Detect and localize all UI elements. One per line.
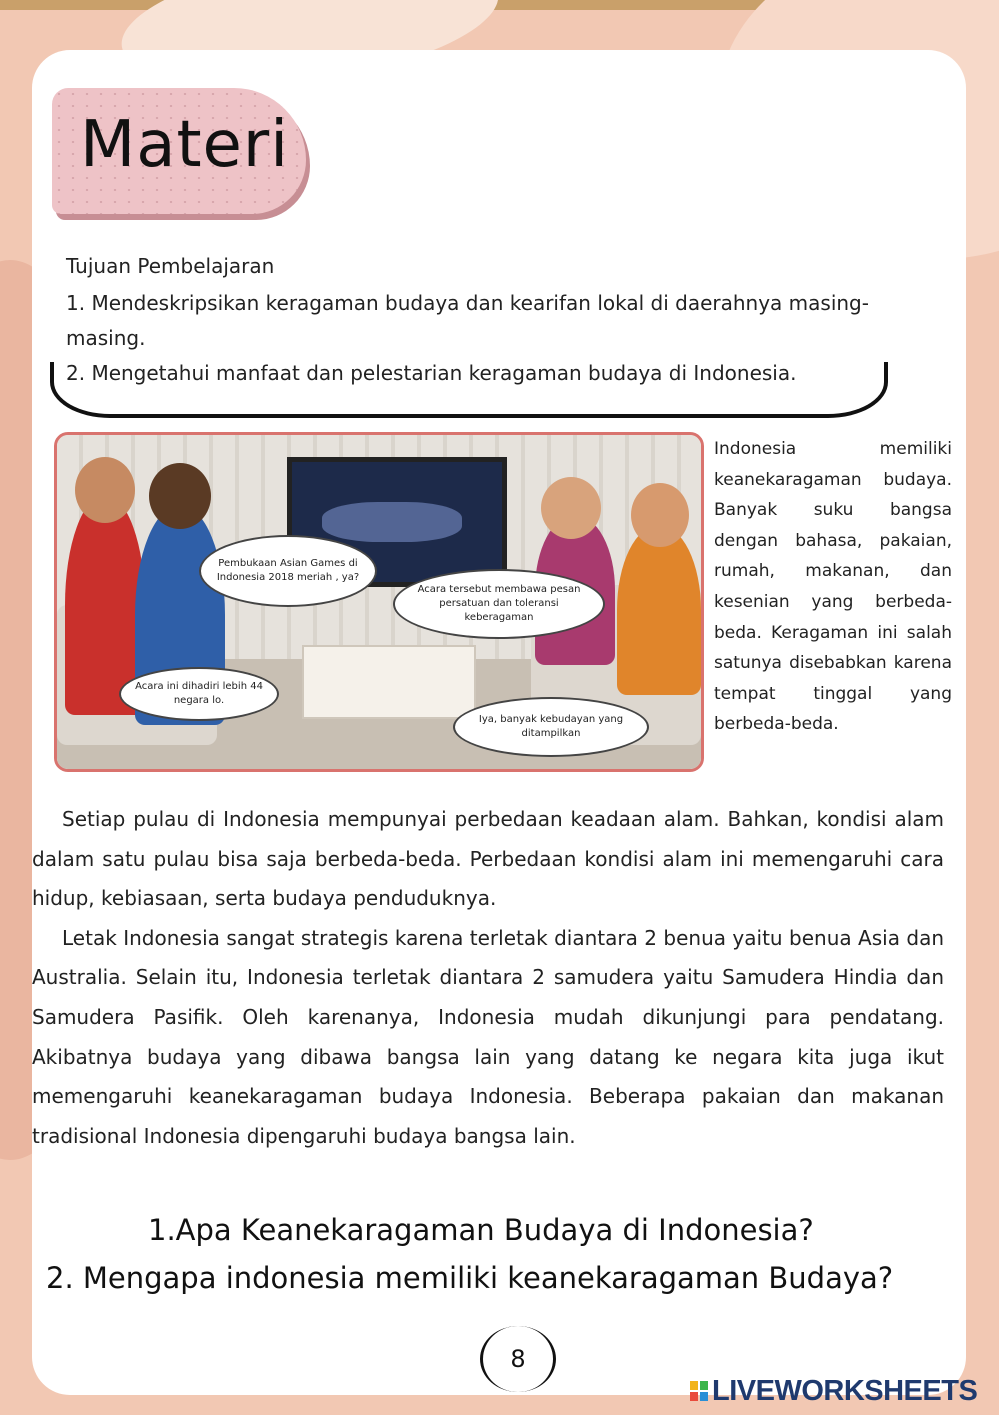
paragraph: Letak Indonesia sangat strategis karena terletak diantara 2 benua yaitu benua Asia dan Australia. Selain itu, Indonesia terletak diantara 2 samudera yaitu Samudera Hindia dan Samudera Pasifik. Oleh karenanya, Indonesia mudah dikunjungi para pendatang. Akibatnya budaya yang dibawa bangsa lain yang datang ke negara kita juga ikut memengaruhi keanekaragaman budaya Indonesia. Beberapa pakaian dan makanan tradisional Indonesia dipengaruhi budaya bangsa lain. bbox=[32, 925, 944, 1148]
speech-bubble: Acara ini dihadiri lebih 44 negara lo. bbox=[119, 667, 279, 721]
speech-bubble: Pembukaan Asian Games di Indonesia 2018 meriah , ya? bbox=[199, 535, 377, 607]
paragraph: Setiap pulau di Indonesia mempunyai perbedaan keadaan alam. Bahkan, kondisi alam dalam satu pulau bisa saja berbeda-beda. Perbedaan kondisi alam ini memengaruhi cara hidup, kebiasaan, serta budaya penduduknya. bbox=[32, 807, 944, 911]
question: 1.Apa Keanekaragaman Budaya di Indonesia? bbox=[148, 1213, 814, 1247]
child-head bbox=[75, 457, 135, 523]
speech-bubble: Iya, banyak kebudayan yang ditampilkan bbox=[453, 697, 649, 757]
child-head bbox=[541, 477, 601, 539]
illustration-living-room bbox=[54, 432, 704, 772]
learning-goals-heading: Tujuan Pembelajaran bbox=[66, 254, 275, 278]
speech-bubble: Acara tersebut membawa pesan persatuan dan toleransi keberagaman bbox=[393, 569, 605, 639]
page-number: 8 bbox=[480, 1326, 556, 1392]
watermark-text: LIVEWORKSHEETS bbox=[712, 1374, 978, 1407]
page-title: Materi bbox=[80, 108, 289, 182]
child-head bbox=[631, 483, 689, 547]
body-text bbox=[32, 800, 944, 1156]
learning-goal-item: 1. Mendeskripsikan keragaman budaya dan kearifan lokal di daerahnya masing-masing. bbox=[66, 291, 869, 350]
side-paragraph: Indonesia memiliki keanekaragaman budaya. Banyak suku bangsa dengan bahasa, pakaian, rumah, makanan, dan kesenian yang berbeda-beda. Keragaman ini salah satunya disebabkan karena tempat tinggal yang berbeda-beda. bbox=[714, 439, 952, 735]
learning-goal-item: 2. Mengetahui manfaat dan pelestarian keragaman budaya di Indonesia. bbox=[66, 361, 797, 385]
liveworksheets-logo-icon bbox=[690, 1381, 708, 1401]
liveworksheets-watermark bbox=[690, 1374, 977, 1408]
learning-goals bbox=[66, 254, 896, 391]
questions bbox=[40, 1206, 950, 1302]
coffee-table bbox=[302, 645, 476, 719]
question: 2. Mengapa indonesia memiliki keanekaragaman Budaya? bbox=[46, 1261, 894, 1295]
child-figure bbox=[617, 525, 701, 695]
child-head bbox=[149, 463, 211, 529]
